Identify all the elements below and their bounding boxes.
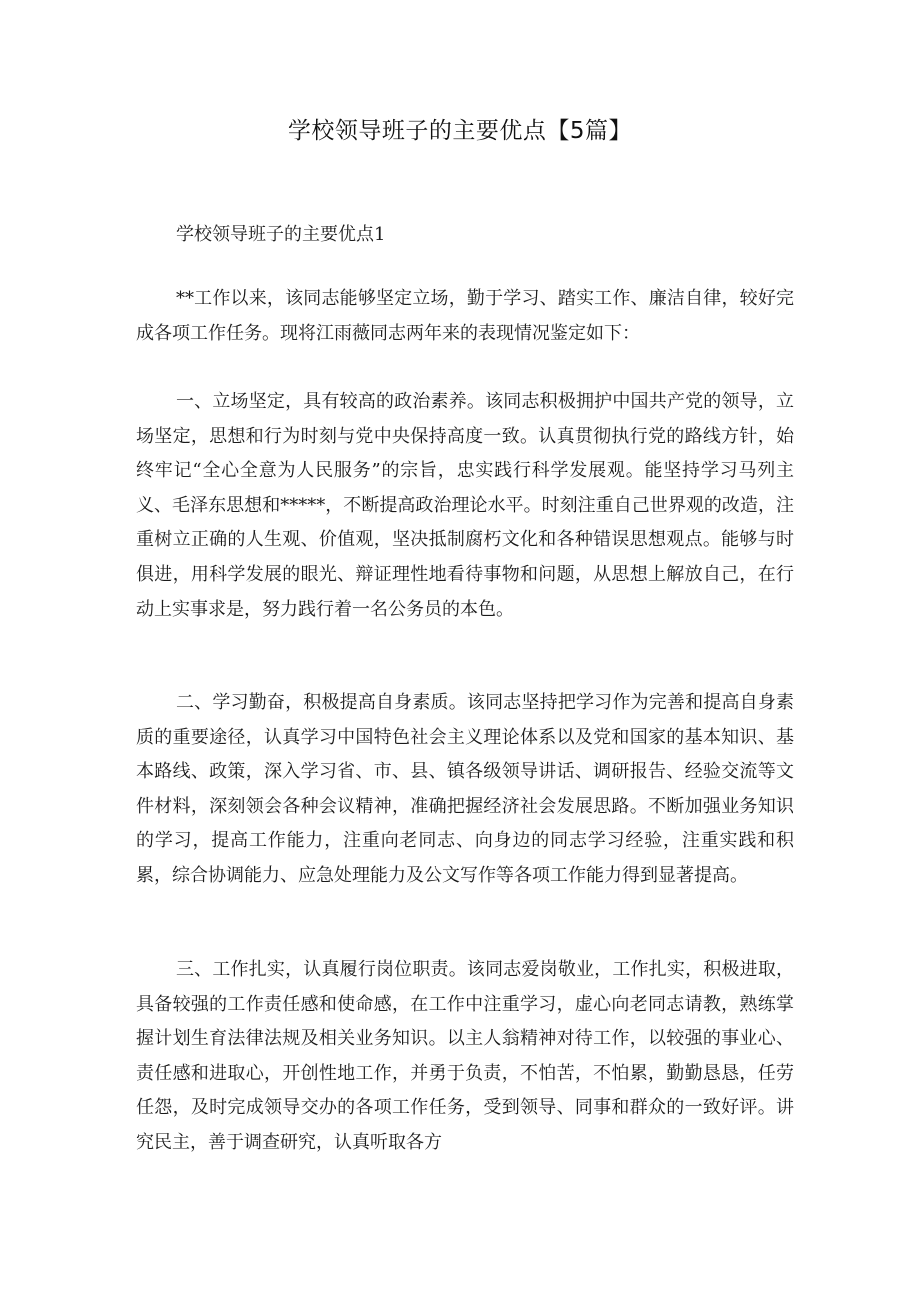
paragraph-intro: **工作以来，该同志能够坚定立场，勤于学习、踏实工作、廉洁自律，较好完成各项工作任务。现将江雨薇同志两年来的表现情况鉴定如下： bbox=[136, 288, 794, 344]
paragraph-work: 三、工作扎实，认真履行岗位职责。该同志爱岗敬业，工作扎实，积极进取，具备较强的工作责任感和使命感，在工作中注重学习，虚心向老同志请教，熟练掌握计划生育法律法规及相关业务知识。以主人翁精神对待工作，以较强的事业心、责任感和进取心，开创性地工作，并勇于负责，不怕苦，不怕累，勤勤恳恳，任劳任怨，及时完成领导交办的各项工作任务，受到领导、同事和群众的一致好评。讲究民主，善于调查研究，认真听取各方 bbox=[136, 959, 794, 1153]
paragraph-study: 二、学习勤奋，积极提高自身素质。该同志坚持把学习作为完善和提高自身素质的重要途径，认真学习中国特色社会主义理论体系以及党和国家的基本知识、基本路线、政策，深入学习省、市、县、镇各级领导讲话、调研报告、经验交流等文件材料，深刻领会各种会议精神，准确把握经济社会发展思路。不断加强业务知识的学习，提高工作能力，注重向老同志、向身边的同志学习经验，注重实践和积累，综合协调能力、应急处理能力及公文写作等各项工作能力得到显著提高。 bbox=[136, 692, 794, 886]
section-heading: 学校领导班子的主要优点1 bbox=[176, 224, 386, 245]
document-title: 学校领导班子的主要优点【5篇】 bbox=[287, 118, 633, 144]
paragraph-political-stance: 一、立场坚定，具有较高的政治素养。该同志积极拥护中国共产党的领导，立场坚定，思想和行为时刻与党中央保持高度一致。认真贯彻执行党的路线方针，始终牢记“全心全意为人民服务”的宗旨，忠实践行科学发展观。能坚持学习马列主义、毛泽东思想和*****，不断提高政治理论水平。时刻注重自己世界观的改造，注重树立正确的人生观、价值观，坚决抵制腐朽文化和各种错误思想观点。能够与时俱进，用科学发展的眼光、辩证理性地看待事物和问题，从思想上解放自己，在行动上实事求是，努力践行着一名公务员的本色。 bbox=[136, 391, 794, 620]
